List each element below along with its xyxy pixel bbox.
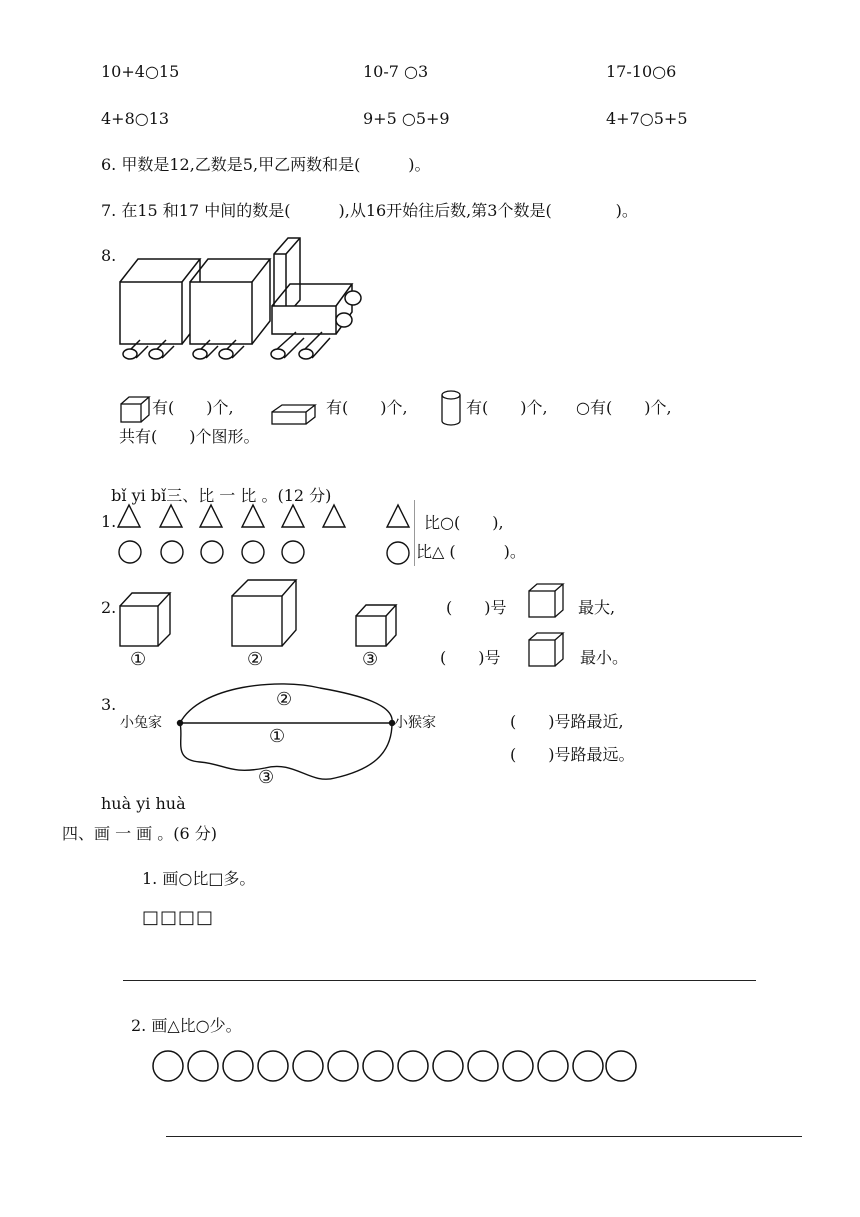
largest-end: 最大,	[578, 598, 616, 617]
cuboid-count-label: 有( )个,	[326, 398, 408, 417]
cube-icon	[527, 583, 567, 619]
longest-route-line: ( )号路最远。	[510, 745, 635, 764]
section3-q3-number: 3.	[101, 695, 117, 714]
shortest-route-line: ( )号路最近,	[510, 712, 624, 731]
answer-line	[166, 1136, 802, 1137]
compare-item: 10+4○15	[101, 62, 180, 81]
compare-item: 4+7○5+5	[606, 109, 688, 128]
section4-pinyin: huà yi huà	[101, 794, 186, 813]
divider	[414, 500, 415, 566]
question-7: 7. 在15 和17 中间的数是( ),从16开始往后数,第3个数是( )。	[101, 201, 638, 220]
smallest-line: ( )号	[440, 648, 501, 667]
question-6: 6. 甲数是12,乙数是5,甲乙两数和是( )。	[101, 155, 431, 174]
cube-count-label: 有( )个,	[152, 398, 234, 417]
figure-label: ①	[130, 649, 147, 670]
section3-title: 三、比 一 比 。(12 分)	[166, 486, 332, 505]
triangle-row	[116, 502, 416, 530]
left-place-label: 小兔家	[120, 715, 162, 731]
figure-label: ②	[247, 649, 264, 670]
section4-q2: 2. 画△比○少。	[131, 1016, 242, 1035]
train-figure	[100, 232, 380, 372]
right-place-label: 小猴家	[394, 715, 436, 731]
cube-sizes-figure	[116, 578, 406, 652]
smallest-end: 最小。	[580, 648, 629, 667]
circle-row	[116, 539, 416, 567]
compare-item: 17-10○6	[606, 62, 677, 81]
compare-item: 9+5 ○5+9	[363, 109, 450, 128]
cylinder-icon	[440, 390, 462, 426]
route-label: ①	[269, 726, 286, 747]
cylinder-count-label: 有( )个,	[466, 398, 548, 417]
section3-q1-number: 1.	[101, 512, 117, 531]
section3-heading	[101, 466, 331, 506]
route-label: ②	[276, 689, 293, 710]
circles-row	[152, 1050, 638, 1084]
squares-row: □□□□	[142, 907, 215, 928]
cuboid-icon	[270, 404, 318, 426]
figure-label: ③	[362, 649, 379, 670]
compare-item: 10-7 ○3	[363, 62, 429, 81]
route-label: ③	[258, 767, 275, 788]
section3-pinyin: bǐ yi bǐ	[111, 486, 167, 505]
total-shapes-label: 共有( )个图形。	[119, 427, 260, 446]
cube-icon	[119, 396, 151, 424]
section4-q1: 1. 画○比□多。	[142, 869, 256, 888]
section3-q2-number: 2.	[101, 598, 117, 617]
question-8-number: 8.	[101, 246, 117, 265]
answer-line	[123, 980, 756, 981]
compare-item: 4+8○13	[101, 109, 170, 128]
cube-icon	[527, 632, 567, 668]
compare-line-1: 比○( ),	[424, 513, 504, 532]
circle-count-label: ○有( )个,	[576, 398, 672, 417]
compare-line-2: 比△ ( )。	[416, 542, 526, 561]
section4-title: 四、画 一 画 。(6 分)	[62, 824, 218, 843]
largest-line: ( )号	[446, 598, 507, 617]
